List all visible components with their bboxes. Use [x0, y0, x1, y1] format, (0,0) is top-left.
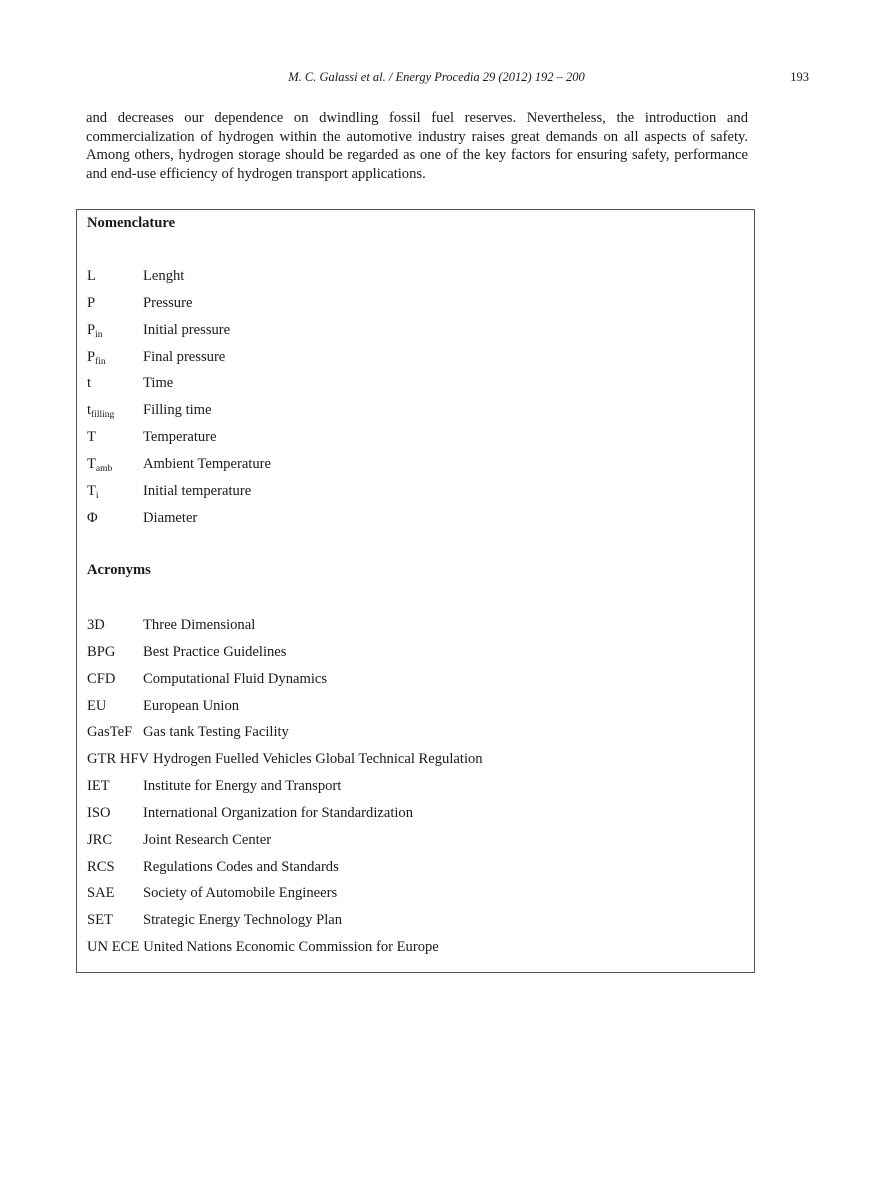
acronym-entry — [87, 616, 483, 643]
acronym-symbol: SET — [87, 912, 113, 929]
acronym-entry — [87, 911, 483, 938]
acronym-symbol: BPG — [87, 643, 116, 660]
acronym-symbol: ISO — [87, 804, 111, 821]
nomenclature-heading: Nomenclature — [87, 215, 176, 231]
acronym-symbol: JRC — [87, 831, 113, 848]
nomenclature-entry — [87, 294, 271, 321]
acronym-term: International Organization for Standardization — [143, 804, 414, 821]
acronym-term: Regulations Codes and Standards — [143, 858, 339, 875]
acronym-term: Institute for Energy and Transport — [143, 778, 342, 795]
acronym-entry — [87, 643, 483, 670]
acronym-term: European Union — [143, 697, 240, 714]
acronym-entry — [87, 884, 483, 911]
nomenclature-symbol: Φ — [87, 509, 98, 526]
nomenclature-entry — [87, 374, 271, 401]
acronym-term: Strategic Energy Technology Plan — [143, 912, 343, 929]
nomenclature-entry — [87, 482, 271, 509]
nomenclature-entry — [87, 401, 271, 428]
running-head — [0, 70, 873, 88]
acronym-entry — [87, 670, 483, 697]
acronym-term: Computational Fluid Dynamics — [143, 670, 328, 687]
nomenclature-entry — [87, 455, 271, 482]
acronym-entry — [87, 938, 483, 965]
acronym-term: Hydrogen Fuelled Vehicles Global Technical Regulation — [153, 751, 483, 768]
running-title: M. C. Galassi et al. / Energy Procedia 29 (2012) 192 – 200 — [288, 70, 585, 84]
acronym-symbol: RCS — [87, 858, 115, 875]
nomenclature-symbol: T — [87, 429, 96, 446]
acronyms-list — [87, 616, 483, 965]
acronym-entry — [87, 697, 483, 724]
nomenclature-symbol: $T_i$ — [87, 482, 99, 501]
nomenclature-symbol: L — [87, 268, 96, 284]
nomenclature-term: Filling time — [143, 402, 212, 419]
acronym-term: United Nations Economic Commission for Europe — [143, 939, 439, 956]
nomenclature-term: Temperature — [143, 429, 217, 446]
nomenclature-symbol: t — [87, 375, 92, 392]
nomenclature-term: Final pressure — [143, 348, 226, 365]
acronym-term: Best Practice Guidelines — [143, 643, 287, 660]
acronym-entry — [87, 777, 483, 804]
nomenclature-term: Lenght — [143, 268, 185, 284]
acronym-symbol: UN ECE — [87, 939, 140, 956]
acronym-symbol: SAE — [87, 885, 115, 902]
nomenclature-box — [76, 209, 755, 973]
acronym-term: Three Dimensional — [143, 617, 256, 633]
acronym-term: Society of Automobile Engineers — [143, 885, 338, 902]
nomenclature-symbol: $T_{amb}$ — [87, 455, 113, 474]
acronym-entry — [87, 723, 483, 750]
nomenclature-entry — [87, 321, 271, 348]
acronym-symbol: CFD — [87, 670, 116, 687]
acronym-symbol: EU — [87, 697, 107, 714]
nomenclature-symbol: $P_{in}$ — [87, 321, 103, 340]
nomenclature-term: Initial pressure — [143, 321, 231, 338]
acronym-term: Gas tank Testing Facility — [143, 724, 289, 741]
nomenclature-list — [87, 267, 271, 535]
acronyms-heading: Acronyms — [87, 562, 151, 578]
nomenclature-term: Initial temperature — [143, 482, 252, 499]
nomenclature-term: Diameter — [143, 509, 198, 526]
nomenclature-entry — [87, 509, 271, 536]
nomenclature-term: Time — [143, 375, 174, 392]
acronym-symbol: 3D — [87, 617, 105, 633]
nomenclature-symbol: P — [87, 294, 96, 311]
acronym-entry — [87, 750, 483, 777]
acronym-entry — [87, 858, 483, 885]
acronym-symbol: IET — [87, 778, 110, 795]
nomenclature-entry — [87, 428, 271, 455]
acronym-entry — [87, 831, 483, 858]
nomenclature-symbol: $t_{filling}$ — [87, 402, 115, 421]
nomenclature-term: Ambient Temperature — [143, 455, 271, 472]
page-number: 193 — [790, 70, 809, 84]
nomenclature-entry — [87, 348, 271, 375]
acronym-symbol: GTR HFV — [87, 751, 150, 768]
acronym-entry — [87, 804, 483, 831]
body-paragraph: and decreases our dependence on dwindling fossil fuel reserves. Nevertheless, the introduction and commercialization of hydrogen within the automotive industry raises great demands on all aspects of safety. Among others, hydrogen storage should be regarded as one of the key factors for ensuring safety, performance and end-use efficiency of hydrogen transport applications. — [86, 110, 748, 182]
acronym-symbol: GasTeF — [87, 724, 133, 741]
nomenclature-term: Pressure — [143, 294, 193, 311]
acronym-term: Joint Research Center — [143, 831, 272, 848]
nomenclature-symbol: $P_{fin}$ — [87, 348, 106, 367]
nomenclature-entry — [87, 267, 271, 294]
